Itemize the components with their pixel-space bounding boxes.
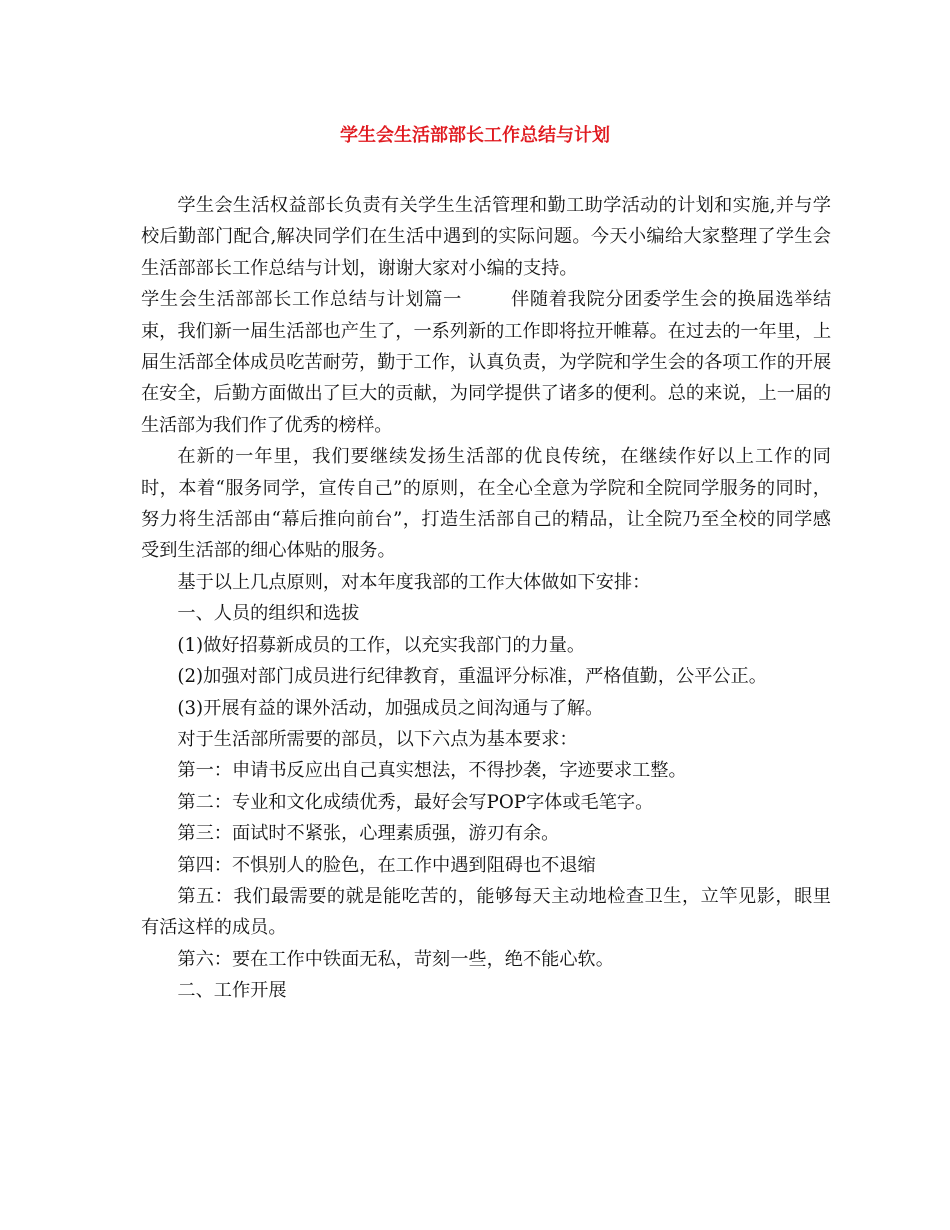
list-item: (2)加强对部门成员进行纪律教育，重温评分标准，严格值勤，公平公正。 — [177, 666, 767, 688]
plan-paragraph: 基于以上几点原则，对本年度我部的工作大体做如下安排： — [177, 571, 651, 593]
requirement-item: 第六：要在工作中铁面无私，苛刻一些，绝不能心软。 — [177, 948, 614, 970]
requirements-intro: 对于生活部所需要的部员，以下六点为基本要求： — [177, 728, 578, 750]
section-two-heading: 二、工作开展 — [177, 980, 287, 1002]
requirement-item: 第三：面试时不紧张，心理素质强，游刃有余。 — [177, 823, 560, 845]
list-item: (1)做好招募新成员的工作，以充实我部门的力量。 — [177, 634, 586, 656]
requirement-item: 第五：我们最需要的就是能吃苦的，能够每天主动地检查卫生，立竿见影，眼里有活这样的成员。 — [141, 885, 831, 939]
part-heading: 学生会生活部部长工作总结与计划篇一 — [141, 289, 462, 311]
document-body — [141, 190, 831, 1007]
part-one-paragraph — [141, 284, 831, 441]
part-first-paragraph: 伴随着我院分团委学生会的换届选举结束，我们新一届生活部也产生了，一系列新的工作即将拉开帷幕。在过去的一年里，上届生活部全体成员吃苦耐劳，勤于工作，认真负责，为学院和学生会的各项工作的开展在安全，后勤方面做出了巨大的贡献，为同学提供了诸多的便利。总的来说，上一届的生活部为我们作了优秀的榜样。 — [141, 289, 831, 436]
section-one-heading: 一、人员的组织和选拔 — [177, 603, 360, 625]
requirement-item: 第一：申请书反应出自己真实想法，不得抄袭，字迹要求工整。 — [177, 760, 687, 782]
intro-paragraph: 学生会生活权益部长负责有关学生生活管理和勤工助学活动的计划和实施,并与学校后勤部门配合,解决同学们在生活中遇到的实际问题。今天小编给大家整理了学生会生活部部长工作总结与计划，谢谢大家对小编的支持。 — [141, 195, 831, 279]
document-title: 学生会生活部部长工作总结与计划 — [340, 125, 610, 146]
new-year-paragraph: 在新的一年里，我们要继续发扬生活部的优良传统，在继续作好以上工作的同时，本着“服务同学，宣传自己”的原则，在全心全意为学院和全院同学服务的同时，努力将生活部由“幕后推向前台”，打造生活部自己的精品，让全院乃至全校的同学感受到生活部的细心体贴的服务。 — [141, 446, 831, 562]
requirement-item: 第二：专业和文化成绩优秀，最好会写POP字体或毛笔字。 — [177, 791, 654, 813]
requirement-item: 第四：不惧别人的脸色，在工作中遇到阻碍也不退缩 — [177, 854, 596, 876]
list-item: (3)开展有益的课外活动，加强成员之间沟通与了解。 — [177, 697, 604, 719]
